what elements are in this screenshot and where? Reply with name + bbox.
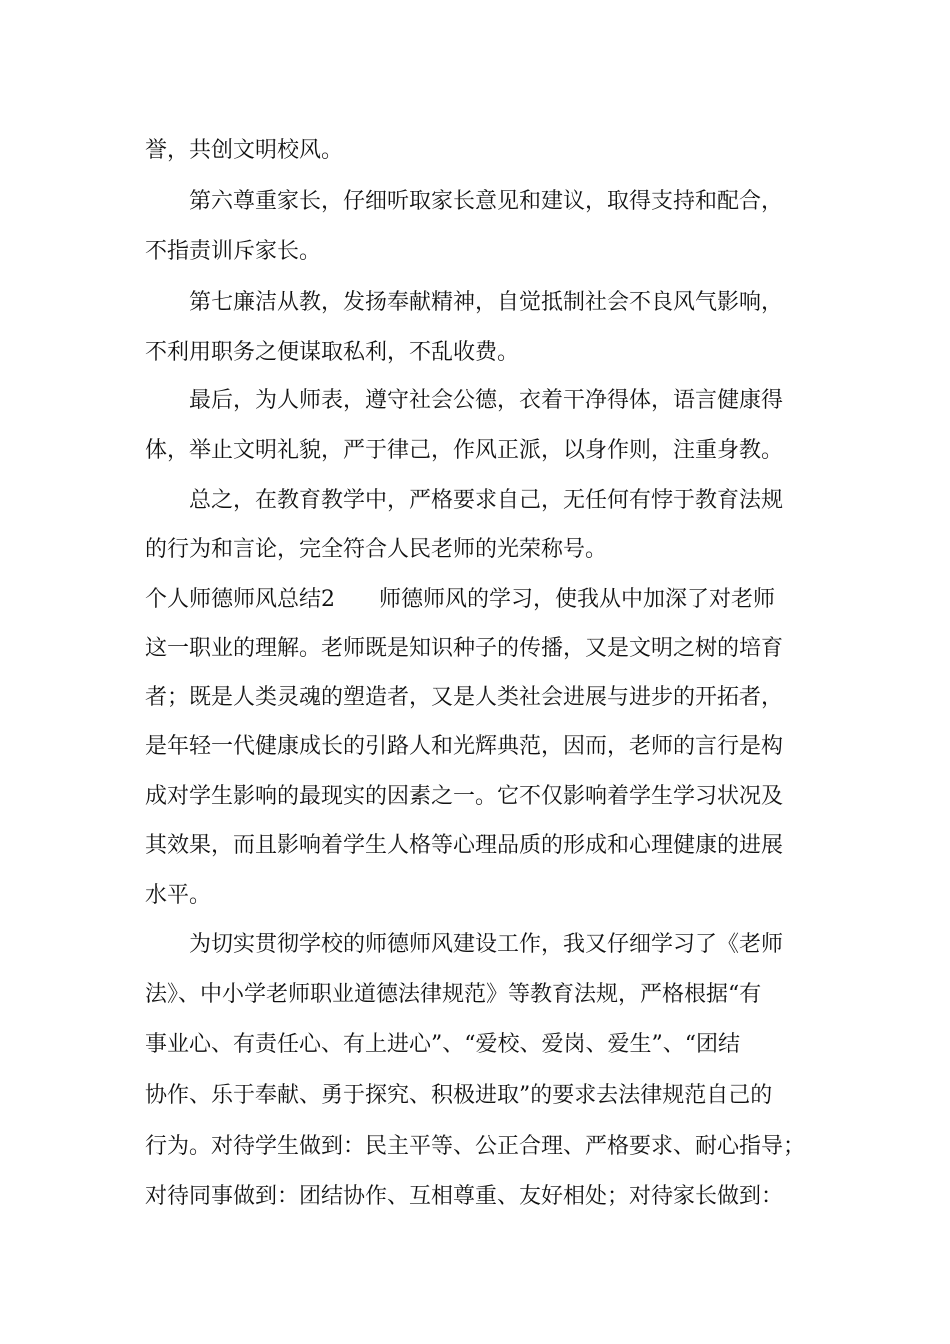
text-line: 事业心、有责任心、有上进心”、“爱校、爱岗、爱生”、“团结	[145, 1032, 740, 1057]
text-line: 为切实贯彻学校的师德师风建设工作，我又仔细学习了《老师	[145, 932, 784, 957]
text-line: 誉，共创文明校风。	[145, 138, 344, 163]
text-line: 个人师德师风总结2 师德师风的学习，使我从中加深了对老师	[145, 587, 775, 612]
text-line: 的行为和言论，完全符合人民老师的光荣称号。	[145, 537, 608, 562]
text-line: 对待同事做到：团结协作、互相尊重、友好相处；对待家长做到：	[145, 1184, 784, 1209]
text-line: 行为。对待学生做到：民主平等、公正合理、严格要求、耐心指导；	[145, 1134, 806, 1159]
text-line: 第七廉洁从教，发扬奉献精神，自觉抵制社会不良风气影响，	[145, 290, 784, 315]
text-line: 水平。	[145, 883, 212, 908]
text-line: 协作、乐于奉献、勇于探究、积极进取”的要求去法律规范自己的	[145, 1083, 773, 1108]
text-line: 不指责训斥家长。	[145, 239, 322, 264]
text-line: 者；既是人类灵魂的塑造者，又是人类社会进展与进步的开拓者，	[145, 685, 784, 710]
text-line: 成对学生影响的最现实的因素之一。它不仅影响着学生学习状况及	[145, 784, 784, 809]
text-line: 总之，在教育教学中，严格要求自己，无任何有悖于教育法规	[145, 488, 784, 513]
text-line: 不利用职务之便谋取私利，不乱收费。	[145, 340, 520, 365]
text-line: 最后，为人师表，遵守社会公德，衣着干净得体，语言健康得	[145, 388, 784, 413]
text-line: 是年轻一代健康成长的引路人和光辉典范，因而，老师的言行是构	[145, 734, 784, 759]
text-line: 体，举止文明礼貌，严于律己，作风正派，以身作则，注重身教。	[145, 438, 784, 463]
text-line: 法》、中小学老师职业道德法律规范》等教育法规，严格根据“有	[145, 982, 762, 1007]
text-line: 其效果，而且影响着学生人格等心理品质的形成和心理健康的进展	[145, 833, 784, 858]
text-line: 这一职业的理解。老师既是知识种子的传播，又是文明之树的培育	[145, 636, 784, 661]
text-line: 第六尊重家长，仔细听取家长意见和建议，取得支持和配合，	[145, 189, 784, 214]
